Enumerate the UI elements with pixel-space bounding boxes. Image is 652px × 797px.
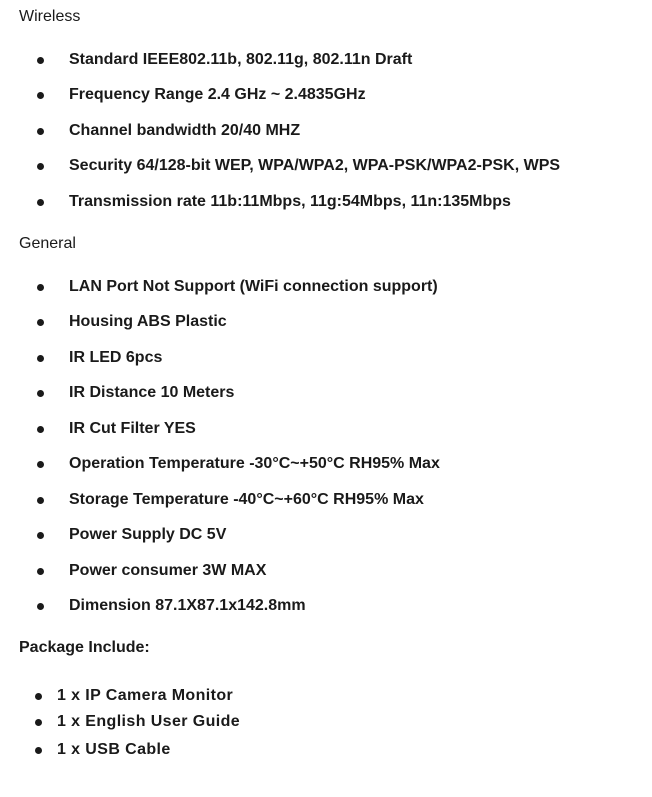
section-title-wireless: Wireless	[19, 8, 81, 25]
spec-text: Power consumer 3W MAX	[69, 562, 267, 579]
list-item	[0, 419, 652, 439]
bullet-icon	[37, 461, 44, 468]
bullet-icon	[37, 57, 44, 64]
bullet-icon	[37, 497, 44, 504]
list-item	[0, 740, 652, 760]
list-item	[0, 561, 652, 581]
package-item-text: 1 x USB Cable	[57, 741, 171, 758]
list-item	[0, 50, 652, 70]
bullet-icon	[37, 426, 44, 433]
list-item	[0, 383, 652, 403]
list-item	[0, 156, 652, 176]
list-item	[0, 686, 652, 706]
package-item-text: 1 x IP Camera Monitor	[57, 687, 234, 704]
section-title-package: Package Include:	[19, 639, 150, 656]
list-item	[0, 277, 652, 297]
list-item	[0, 348, 652, 368]
spec-text: IR Distance 10 Meters	[69, 384, 235, 401]
list-item	[0, 454, 652, 474]
spec-text: Housing ABS Plastic	[69, 313, 227, 330]
spec-text: Dimension 87.1X87.1x142.8mm	[69, 597, 306, 614]
bullet-icon	[35, 719, 42, 726]
bullet-icon	[37, 163, 44, 170]
list-item	[0, 121, 652, 141]
bullet-icon	[37, 532, 44, 539]
list-item	[0, 312, 652, 332]
spec-text: Operation Temperature -30°C~+50°C RH95% Max	[69, 455, 440, 472]
list-item	[0, 525, 652, 545]
spec-text: Frequency Range 2.4 GHz ~ 2.4835GHz	[69, 86, 366, 103]
list-item	[0, 490, 652, 510]
spec-text: Security 64/128-bit WEP, WPA/WPA2, WPA-PSK/WPA2-PSK, WPS	[69, 157, 561, 174]
bullet-icon	[37, 128, 44, 135]
bullet-icon	[37, 568, 44, 575]
spec-text: Power Supply DC 5V	[69, 526, 227, 543]
package-item-text: 1 x English User Guide	[57, 713, 241, 730]
spec-text: Channel bandwidth 20/40 MHZ	[69, 122, 301, 139]
bullet-icon	[37, 603, 44, 610]
spec-text: Standard IEEE802.11b, 802.11g, 802.11n Draft	[69, 51, 413, 68]
bullet-icon	[37, 199, 44, 206]
bullet-icon	[37, 319, 44, 326]
bullet-icon	[37, 92, 44, 99]
bullet-icon	[37, 390, 44, 397]
list-item	[0, 85, 652, 105]
section-title-general: General	[19, 235, 76, 252]
list-item	[0, 712, 652, 732]
bullet-icon	[37, 355, 44, 362]
bullet-icon	[37, 284, 44, 291]
spec-text: IR LED 6pcs	[69, 349, 163, 366]
bullet-icon	[35, 693, 42, 700]
spec-text: IR Cut Filter YES	[69, 420, 196, 437]
list-item	[0, 596, 652, 616]
spec-text: Transmission rate 11b:11Mbps, 11g:54Mbps, 11n:135Mbps	[69, 193, 511, 210]
list-item	[0, 192, 652, 212]
spec-text: Storage Temperature -40°C~+60°C RH95% Max	[69, 491, 424, 508]
spec-text: LAN Port Not Support (WiFi connection support)	[69, 278, 438, 295]
bullet-icon	[35, 747, 42, 754]
